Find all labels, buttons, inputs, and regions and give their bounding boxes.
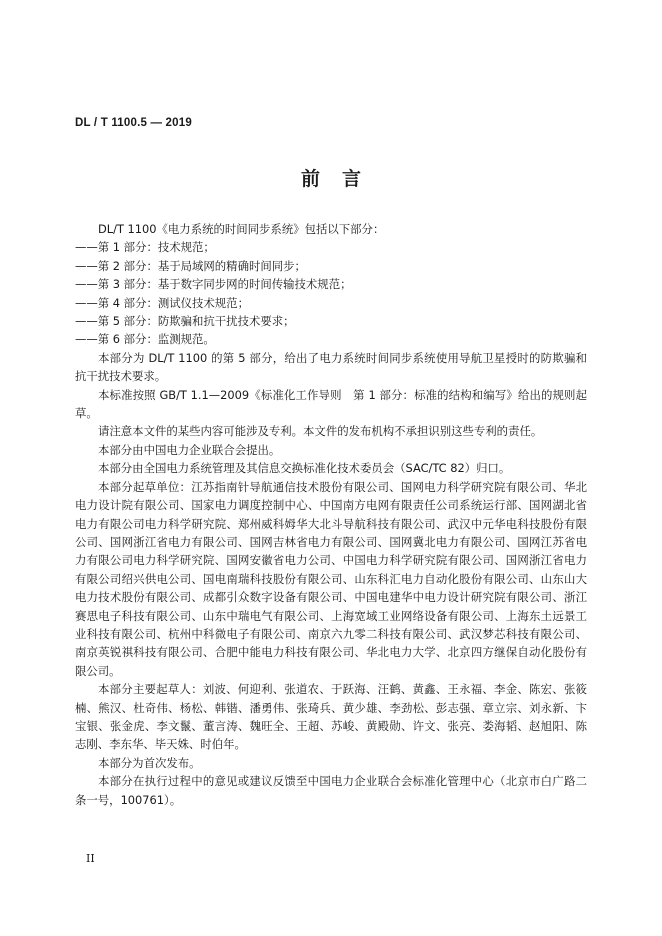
feedback-paragraph: 本部分在执行过程中的意见或建议反馈至中国电力企业联合会标准化管理中心（北京市白广路二条一号，100761）。 [75, 774, 587, 807]
part-list-item: ——第 2 部分：基于局域网的精确时间同步； [75, 258, 306, 273]
drafting-units-paragraph: 本部分起草单位：江苏指南针导航通信技术股份有限公司、国网电力科学研究院有限公司、华北电力设计院有限公司、国家电力调度控制中心、中国南方电网有限责任公司系统运行部、国网湖北省电力有限公司电力科学研究院、郑州威科姆华大北斗导航科技有限公司、武汉中元华电科技股份有限公司、国网浙江省电力有限公司、国网吉林省电力有限公司、国网冀北电力有限公司、国网江苏省电力有限公司电力科学研究院、国网安徽省电力公司、中国电力科学研究院有限公司、国网浙江省电力有限公司绍兴供电公司、国电南瑞科技股份有限公司、山东科汇电力自动化股份有限公司、山东山大电力技术股份有限公司、成都引众数字设备有限公司、中国电建华中电力设计研究院有限公司、浙江赛思电子科技有限公司、山东中瑞电气有限公司、上海宽域工业网络设备有限公司、上海东土远景工业科技有限公司、杭州中科微电子有限公司、南京六九零二科技有限公司、武汉梦芯科技有限公司、南京英锐祺科技有限公司、合肥中能电力科技有限公司、华北电力大学、北京四方继保自动化股份有限公司。 [75, 479, 587, 678]
intro-paragraph: DL/T 1100《电力系统的时间同步系统》包括以下部分： [98, 222, 385, 236]
proposed-by-paragraph: 本部分由中国电力企业联合会提出。 [98, 442, 281, 457]
drafters-paragraph: 本部分主要起草人：刘波、何迎利、张道农、于跃海、汪鹤、黄鑫、王永福、李金、陈宏、张筱楠、熊汉、杜奇伟、杨松、韩锴、潘勇伟、张琦兵、黄少雄、李劲松、彭志强、章立宗、刘永新、卞宝银、张金虎、李文鬣、董言涛、魏旺全、王超、苏峻、黄殿勋、许文、张亮、娄海韬、赵旭阳、陈志刚、李东华、毕天姝、时伯年。 [75, 682, 587, 752]
page-title: 前言 [300, 168, 383, 190]
part-list-item: ——第 3 部分：基于数字同步网的时间传输技术规范； [75, 277, 352, 292]
standard-number: DL / T 1100.5 — 2019 [75, 117, 192, 129]
first-release-paragraph: 本部分为首次发布。 [98, 755, 201, 770]
part-list-item: ——第 1 部分：技术规范； [75, 240, 215, 255]
document-body [75, 220, 587, 809]
part-list-item: ——第 6 部分：监测规范。 [75, 332, 215, 347]
managed-by-paragraph: 本部分由全国电力系统管理及其信息交换标准化技术委员会（SAC/TC 82）归口。 [98, 461, 511, 476]
drafting-rules-paragraph: 本标准按照 GB/T 1.1—2009《标准化工作导则 第 1 部分：标准的结构和编写》给出的规则起草。 [75, 387, 587, 421]
patent-notice-paragraph: 请注意本文件的某些内容可能涉及专利。本文件的发布机构不承担识别这些专利的责任。 [98, 424, 543, 439]
part-list-item: ——第 5 部分：防欺骗和抗干扰技术要求； [75, 314, 295, 329]
page-number: II [86, 852, 95, 865]
scope-paragraph: 本部分为 DL/T 1100 的第 5 部分，给出了电力系统时间同步系统使用导航卫星授时的防欺骗和抗干扰技术要求。 [75, 350, 587, 384]
part-list-item: ——第 4 部分：测试仪技术规范； [75, 295, 249, 310]
